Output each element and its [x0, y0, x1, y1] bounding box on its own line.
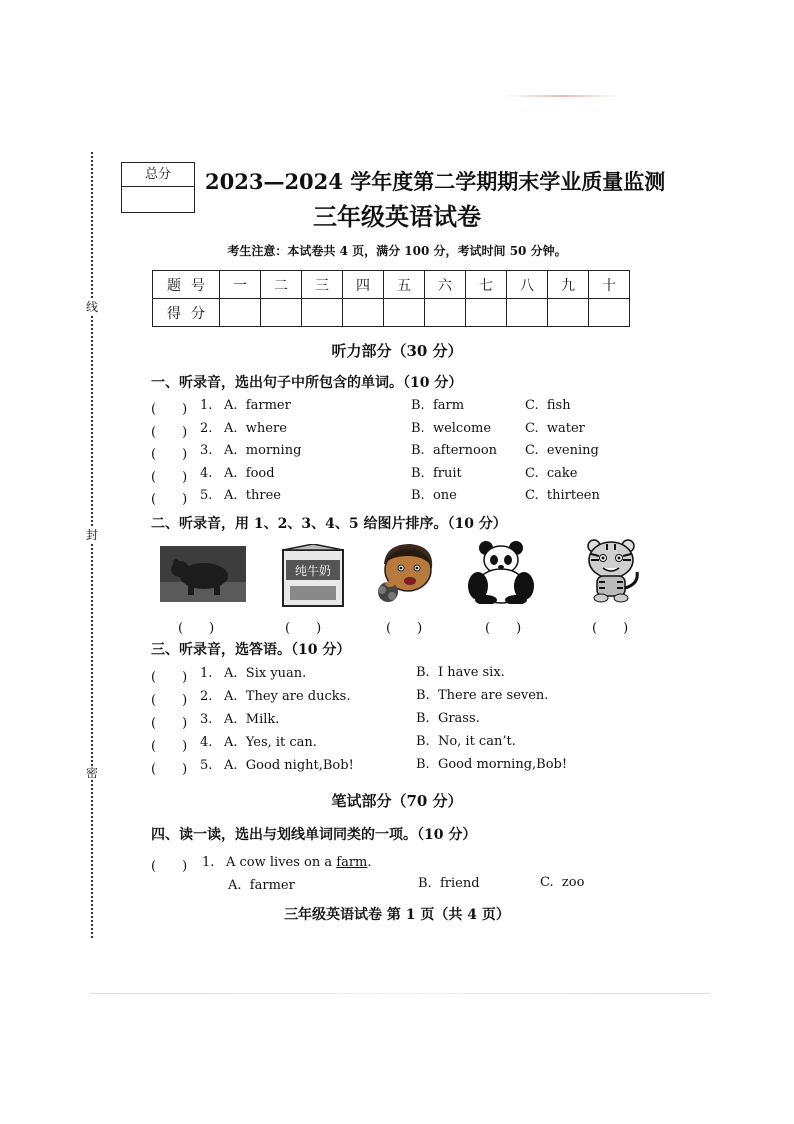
option-text: cake	[546, 466, 578, 481]
part3-option-a	[224, 712, 279, 727]
score-table-col: 二	[261, 271, 302, 299]
option-letter: C.	[525, 488, 539, 503]
part4-q1-sentence-before: A cow lives on a	[226, 855, 337, 870]
part1-option-a	[224, 421, 287, 436]
score-cell[interactable]	[425, 299, 466, 327]
score-cell[interactable]	[384, 299, 425, 327]
option-letter: B.	[411, 488, 425, 503]
option-text: I have six.	[437, 665, 505, 680]
score-cell[interactable]	[302, 299, 343, 327]
part3-option-a	[224, 735, 317, 750]
part3-option-b	[416, 711, 480, 726]
part1-option-a	[224, 443, 301, 458]
option-text: zoo	[561, 875, 585, 890]
score-table-col: 七	[466, 271, 507, 299]
part4-heading: 四、读一读，选出与划线单词同类的一项。（10 分）	[151, 827, 477, 843]
score-cell[interactable]	[220, 299, 261, 327]
option-letter: B.	[416, 757, 430, 772]
option-letter: B.	[416, 711, 430, 726]
option-text: thirteen	[546, 488, 600, 503]
part4-q1-sentence	[226, 855, 372, 870]
picture-order-paren[interactable]: ( )	[386, 621, 423, 636]
option-text: fish	[546, 398, 571, 413]
option-text: fruit	[432, 466, 462, 481]
picture-order-paren[interactable]: ( )	[485, 621, 522, 636]
option-letter: C.	[525, 421, 539, 436]
part3-question-number: 5.	[200, 758, 213, 773]
score-table	[152, 270, 630, 327]
answer-paren[interactable]: ( )	[151, 716, 188, 731]
score-table-col: 五	[384, 271, 425, 299]
part1-question-number: 3.	[200, 443, 213, 458]
option-letter: B.	[411, 398, 425, 413]
part4-q1-underlined-word: farm	[336, 855, 368, 870]
exam-subtitle: 三年级英语试卷	[313, 202, 481, 231]
part1-heading: 一、听录音，选出句子中所包含的单词。（10 分）	[151, 375, 463, 391]
option-letter: A.	[224, 421, 238, 436]
option-letter: A.	[228, 878, 242, 893]
option-text: farm	[432, 398, 465, 413]
score-cell[interactable]	[343, 299, 384, 327]
option-text: Grass.	[437, 711, 480, 726]
score-cell[interactable]	[548, 299, 589, 327]
part4-q1-option-b	[418, 876, 480, 891]
part1-option-c	[525, 421, 585, 436]
option-letter: A.	[224, 398, 238, 413]
tiger-picture	[577, 538, 647, 604]
boy-eating-picture	[372, 540, 442, 606]
part3-option-b	[416, 734, 516, 749]
option-text: Six yuan.	[245, 666, 307, 681]
part1-option-b	[411, 466, 462, 481]
exam-title: 2023—2024 学年度第二学期期末学业质量监测	[205, 169, 666, 194]
bottom-edge-mark	[90, 993, 710, 994]
option-letter: C.	[540, 875, 554, 890]
part1-question-number: 2.	[200, 421, 213, 436]
score-table-row-label: 题号	[153, 271, 220, 299]
picture-order-paren[interactable]: ( )	[285, 621, 322, 636]
option-text: farmer	[249, 878, 295, 893]
written-section-title: 笔试部分（70 分）	[331, 792, 463, 810]
part3-option-a	[224, 666, 306, 681]
option-letter: B.	[411, 466, 425, 481]
option-letter: B.	[411, 443, 425, 458]
part3-question-number: 1.	[200, 666, 213, 681]
part1-question-number: 5.	[200, 488, 213, 503]
option-text: water	[546, 421, 585, 436]
part1-question-number: 1.	[200, 398, 213, 413]
option-text: one	[432, 488, 457, 503]
answer-paren[interactable]: ( )	[151, 402, 188, 417]
option-text: They are ducks.	[245, 689, 351, 704]
part2-heading: 二、听录音，用 1、2、3、4、5 给图片排序。（10 分）	[151, 516, 507, 532]
option-text: welcome	[432, 421, 492, 436]
answer-paren[interactable]: ( )	[151, 859, 188, 874]
panda-picture	[464, 540, 538, 604]
listening-section-title: 听力部分（30 分）	[331, 342, 463, 360]
part1-option-c	[525, 398, 571, 413]
part3-question-number: 4.	[200, 735, 213, 750]
option-text: There are seven.	[437, 688, 549, 703]
part3-question-number: 3.	[200, 712, 213, 727]
answer-paren[interactable]: ( )	[151, 425, 188, 440]
option-letter: A.	[224, 666, 238, 681]
option-text: friend	[439, 876, 480, 891]
score-table-col: 四	[343, 271, 384, 299]
picture-order-paren[interactable]: ( )	[592, 621, 629, 636]
score-table-col: 一	[220, 271, 261, 299]
binding-dotted-line	[91, 152, 93, 938]
part3-heading: 三、听录音，选答语。（10 分）	[151, 642, 351, 658]
option-text: three	[245, 488, 281, 503]
part4-q1-sentence-after: .	[367, 855, 372, 870]
option-text: evening	[546, 443, 599, 458]
score-table-score-row	[153, 299, 630, 327]
answer-paren[interactable]: ( )	[151, 492, 188, 507]
part4-q1-option-c	[540, 875, 584, 890]
milk-carton-picture	[280, 544, 350, 608]
option-letter: A.	[224, 443, 238, 458]
option-letter: A.	[224, 466, 238, 481]
answer-paren[interactable]: ( )	[151, 739, 188, 754]
option-letter: A.	[224, 488, 238, 503]
option-letter: B.	[411, 421, 425, 436]
top-edge-mark	[505, 95, 620, 97]
total-score-label: 总分	[122, 163, 194, 187]
binding-label-mi: 密	[86, 766, 99, 780]
score-cell[interactable]	[261, 299, 302, 327]
part3-option-b	[416, 665, 505, 680]
score-table-col: 八	[507, 271, 548, 299]
option-letter: C.	[525, 466, 539, 481]
score-cell[interactable]	[507, 299, 548, 327]
exam-notice: 考生注意：本试卷共 4 页，满分 100 分，考试时间 50 分钟。	[227, 244, 567, 258]
part1-option-c	[525, 443, 599, 458]
answer-paren[interactable]: ( )	[151, 762, 188, 777]
option-letter: B.	[416, 688, 430, 703]
option-letter: B.	[416, 734, 430, 749]
picture-order-paren[interactable]: ( )	[178, 621, 215, 636]
part1-option-a	[224, 488, 281, 503]
part1-option-b	[411, 488, 457, 503]
option-letter: C.	[525, 398, 539, 413]
score-table-col: 三	[302, 271, 343, 299]
score-cell[interactable]	[589, 299, 630, 327]
part3-question-number: 2.	[200, 689, 213, 704]
answer-paren[interactable]: ( )	[151, 470, 188, 485]
option-letter: A.	[224, 689, 238, 704]
score-table-col: 十	[589, 271, 630, 299]
option-text: afternoon	[432, 443, 498, 458]
option-letter: A.	[224, 758, 238, 773]
option-text: Milk.	[245, 712, 280, 727]
option-letter: C.	[525, 443, 539, 458]
option-text: where	[245, 421, 287, 436]
milk-carton-label: 纯牛奶	[294, 564, 332, 578]
option-text: farmer	[245, 398, 291, 413]
part3-option-a	[224, 689, 350, 704]
part4-q1-option-a	[228, 878, 295, 893]
score-cell[interactable]	[466, 299, 507, 327]
score-table-col: 六	[425, 271, 466, 299]
part1-option-a	[224, 398, 291, 413]
part1-question-number: 4.	[200, 466, 213, 481]
option-text: Yes, it can.	[245, 735, 317, 750]
part3-option-a	[224, 758, 354, 773]
score-table-header-row	[153, 271, 630, 299]
page-footer: 三年级英语试卷 第 1 页（共 4 页）	[284, 907, 510, 923]
part1-option-a	[224, 466, 275, 481]
part1-option-c	[525, 488, 600, 503]
option-text: Good night,Bob!	[245, 758, 354, 773]
part1-option-b	[411, 421, 491, 436]
answer-paren[interactable]: ( )	[151, 670, 188, 685]
binding-label-feng: 封	[86, 528, 99, 542]
option-text: morning	[245, 443, 302, 458]
option-letter: B.	[416, 665, 430, 680]
option-text: Good morning,Bob!	[437, 757, 568, 772]
part1-option-b	[411, 443, 497, 458]
bear-picture	[160, 546, 246, 602]
part1-option-b	[411, 398, 464, 413]
part4-q1-number: 1.	[202, 855, 215, 870]
score-table-col: 九	[548, 271, 589, 299]
option-letter: A.	[224, 735, 238, 750]
option-letter: A.	[224, 712, 238, 727]
binding-label-xian: 线	[86, 300, 99, 314]
part3-option-b	[416, 757, 567, 772]
score-table-row-label: 得分	[153, 299, 220, 327]
option-letter: B.	[418, 876, 432, 891]
part1-option-c	[525, 466, 578, 481]
option-text: No, it can’t.	[437, 734, 516, 749]
answer-paren[interactable]: ( )	[151, 447, 188, 462]
part3-option-b	[416, 688, 548, 703]
answer-paren[interactable]: ( )	[151, 693, 188, 708]
option-text: food	[245, 466, 275, 481]
